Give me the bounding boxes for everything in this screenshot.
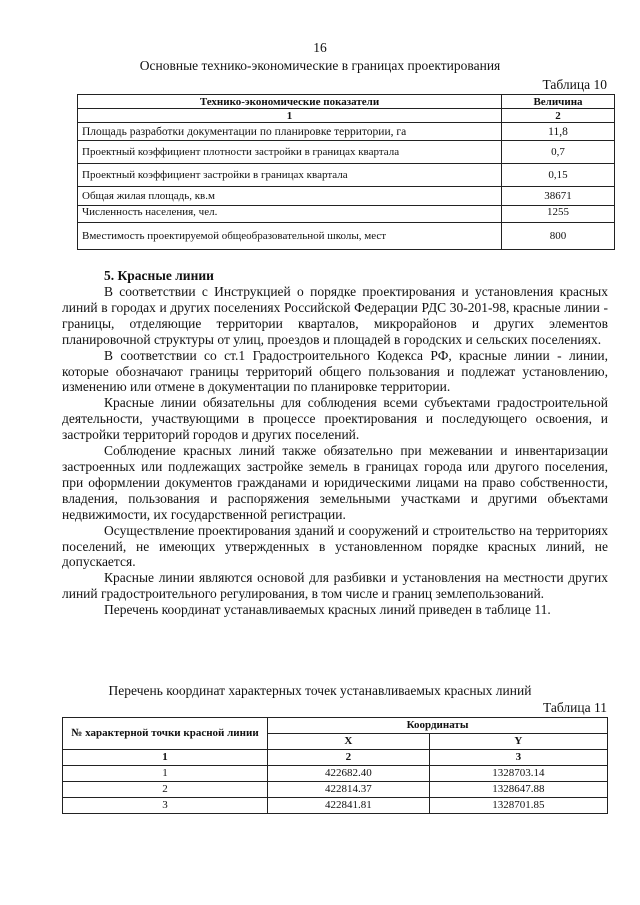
indicator-value: 38671 bbox=[502, 187, 615, 206]
table10-label: Таблица 10 bbox=[542, 77, 607, 92]
table-row bbox=[78, 123, 615, 141]
table-row bbox=[78, 223, 615, 250]
indicator-value: 800 bbox=[502, 223, 615, 250]
paragraph: Перечень координат устанавливаемых красных линий приведен в таблице 11. bbox=[104, 602, 551, 618]
section-title: 5. Красные линии bbox=[104, 268, 214, 283]
table11-number-row bbox=[63, 750, 608, 766]
paragraph: Осуществление проектирования зданий и сооружений и строительство на территориях поселений, не имеющих утвержденных в установленном порядке красных линий, не допускается. bbox=[62, 522, 608, 570]
table10-header-row bbox=[78, 95, 615, 109]
table11-label: Таблица 11 bbox=[543, 700, 607, 715]
coord-x: 422682.40 bbox=[268, 766, 430, 782]
table10-col-number: 1 bbox=[78, 109, 502, 123]
paragraph: В соответствии со ст.1 Градостроительного Кодекса РФ, красные линии - линии, которые обозначают границы территорий общего пользования и подлежат установлению, изменению или отмене в документации по планировке территории. bbox=[62, 347, 608, 395]
indicator-name: Проектный коэффициент застройки в границах квартала bbox=[78, 164, 502, 187]
table11-col-number: 1 bbox=[63, 750, 268, 766]
coord-y: 1328701.85 bbox=[429, 798, 607, 814]
coord-x: 422814.37 bbox=[268, 782, 430, 798]
indicator-name: Общая жилая площадь, кв.м bbox=[78, 187, 502, 206]
indicator-value: 0,15 bbox=[502, 164, 615, 187]
point-number: 3 bbox=[63, 798, 268, 814]
table-row bbox=[63, 766, 608, 782]
table11-caption: Перечень координат характерных точек устанавливаемых красных линий bbox=[108, 683, 532, 698]
table11-header-x: X bbox=[268, 734, 430, 750]
table11-header-row bbox=[63, 718, 608, 734]
paragraph: Красные линии обязательны для соблюдения всеми субъектами градостроительной деятельности, участвующими в процессе проектирования и последующего освоения, и застройки территорий городов и других поселений. bbox=[62, 395, 608, 443]
table11 bbox=[62, 717, 608, 814]
table10 bbox=[77, 94, 615, 250]
table10-header-value: Величина bbox=[502, 95, 615, 109]
section-body bbox=[62, 284, 608, 618]
indicator-value: 1255 bbox=[502, 206, 615, 223]
paragraph: Соблюдение красных линий также обязательно при межевании и инвентаризации застроенных или подлежащих застройке земель в границах города или другого поселения, при оформлении документов гражданами и юридическими лицами на право собственности, владения, пользования и распоряжения земельными участками и другими объектами недвижимости, их государственной регистрации. bbox=[62, 443, 608, 522]
page-number: 16 bbox=[313, 40, 327, 55]
table-row bbox=[63, 798, 608, 814]
table10-col-number: 2 bbox=[502, 109, 615, 123]
point-number: 1 bbox=[63, 766, 268, 782]
table10-caption: Основные технико-экономические в границах проектирования bbox=[139, 58, 501, 73]
table11-col-number: 2 bbox=[268, 750, 430, 766]
indicator-name: Вместимость проектируемой общеобразовательной школы, мест bbox=[78, 223, 502, 250]
table-row bbox=[78, 187, 615, 206]
table11-header-y: Y bbox=[429, 734, 607, 750]
indicator-name: Проектный коэффициент плотности застройки в границах квартала bbox=[78, 141, 502, 164]
table-row bbox=[78, 164, 615, 187]
indicator-name: Численность населения, чел. bbox=[78, 206, 502, 223]
table-row bbox=[78, 141, 615, 164]
point-number: 2 bbox=[63, 782, 268, 798]
table11-header-point: № характерной точки красной линии bbox=[63, 718, 268, 750]
indicator-name: Площадь разработки документации по планировке территории, га bbox=[78, 123, 502, 141]
indicator-value: 11,8 bbox=[502, 123, 615, 141]
table11-header-coords: Координаты bbox=[268, 718, 608, 734]
coord-x: 422841.81 bbox=[268, 798, 430, 814]
coord-y: 1328703.14 bbox=[429, 766, 607, 782]
coord-y: 1328647.88 bbox=[429, 782, 607, 798]
table-row bbox=[63, 782, 608, 798]
table10-header-indicator: Технико-экономические показатели bbox=[78, 95, 502, 109]
paragraph: Красные линии являются основой для разбивки и установления на местности других линий градостроительного регулирования, в том числе и границ землепользований. bbox=[62, 570, 608, 602]
paragraph: В соответствии с Инструкцией о порядке проектирования и установления красных линий в городах и других поселениях Российской Федерации РДС 30-201-98, красные линии - границы, отделяющие территории кварталов, микрорайонов и других элементов планировочной структуры от улиц, проездов и площадей в городских и сельских поселениях. bbox=[62, 284, 608, 347]
indicator-value: 0,7 bbox=[502, 141, 615, 164]
table10-number-row bbox=[78, 109, 615, 123]
table11-col-number: 3 bbox=[429, 750, 607, 766]
table-row bbox=[78, 206, 615, 223]
